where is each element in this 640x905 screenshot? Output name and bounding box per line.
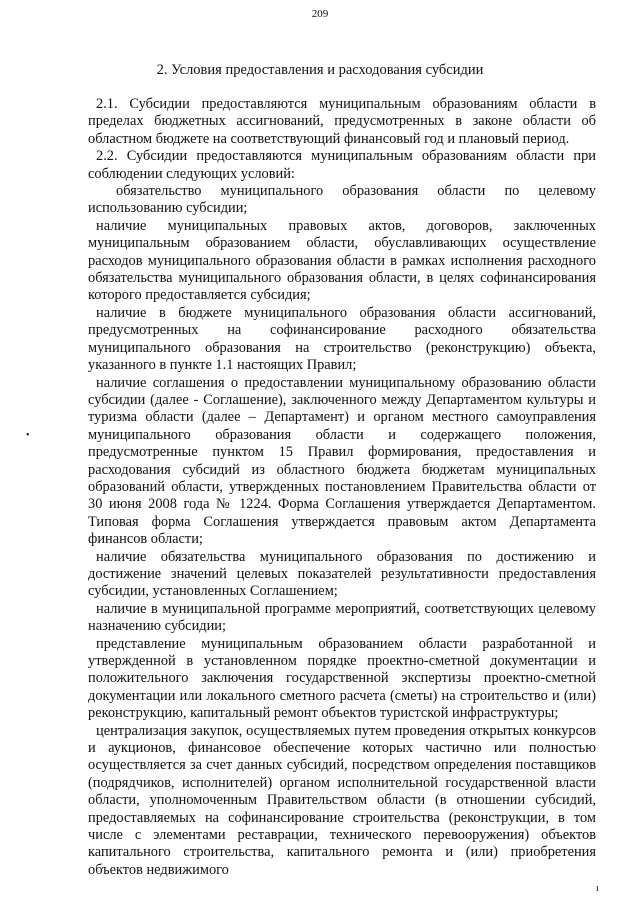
condition-target-indicators: наличие обязательства муниципального образования по достижению и достижение значений целевых показателей результативности предоставления субсидии, установленных Соглашением; [88,548,596,600]
margin-mark-bottom: ı [596,883,599,894]
page-number: 209 [311,8,329,20]
condition-targeted-use: обязательство муниципального образования области по целевому использованию субсидии; [88,183,596,217]
condition-procurement-centralization: централизация закупок, осуществляемых путем проведения открытых конкурсов и аукционов, финансовое обеспечение которых частично или полностью осуществляется за счет данных субсидий, посредством определения поставщиков (подрядчиков, исполнителей) органом исполнительной государственной власти области, уполномоченным Правительством области (в отношении субсидий, предоставляемых на софинансирование строительства (реконструкции, в том числе с элементами реставрации, технического перевооружения) объектов капитального строительства, капитального ремонта и (или) приобретения объектов недвижимого [88,722,596,878]
condition-budget-allocations: наличие в бюджете муниципального образования области ассигнований, предусмотренных на софинансирование расходного обязательства муниципального образования на строительство (реконструкцию) объекта, указанного в пункте 1.1 настоящих Правил; [88,304,596,374]
condition-agreement: наличие соглашения о предоставлении муниципальному образованию области субсидии (далее - Соглашение), заключенного между Департаментом культуры и туризма области (далее – Департамент) и органом местного самоуправления муниципального образования области и содержащего положения, предусмотренные пунктом 15 Правил формирования, предоставления и расходования субсидий из областного бюджета бюджетам муниципальных образований области, утвержденных постановлением Правительства области от 30 июня 2008 года № 1224. Форма Соглашения утверждается Департаментом. Типовая форма Соглашения утверждается правовым актом Департамента финансов области; [88,374,596,548]
body-text [88,96,596,879]
paragraph-2-2: 2.2. Субсидии предоставляются муниципальным образованиям области при соблюдении следующих условий: [88,148,596,182]
condition-municipal-program: наличие в муниципальной программе мероприятий, соответствующих целевому назначению субсидии; [88,600,596,635]
margin-mark-left: • [26,430,30,441]
condition-legal-acts: наличие муниципальных правовых актов, договоров, заключенных муниципальным образованием области, обуславливающих осуществление расходов муниципального образования области в рамках исполнения расходного обязательства муниципального образования области, в целях софинансирования которого предоставляется субсидия; [88,217,596,304]
section-heading: 2. Условия предоставления и расходования субсидии [156,62,484,78]
paragraph-2-1: 2.1. Субсидии предоставляются муниципальным образованиям области в пределах бюджетных ассигнований, предусмотренных в законе области об областном бюджете на соответствующий финансовый год и плановый период. [88,96,596,147]
condition-design-documentation: представление муниципальным образованием области разработанной и утвержденной в установленном порядке проектно-сметной документации и положительного заключения государственной экспертизы проектно-сметной документации или локального сметного расчета (сметы) на строительство и (или) реконструкцию, капитальный ремонт объектов туристской инфраструктуры; [88,635,596,722]
